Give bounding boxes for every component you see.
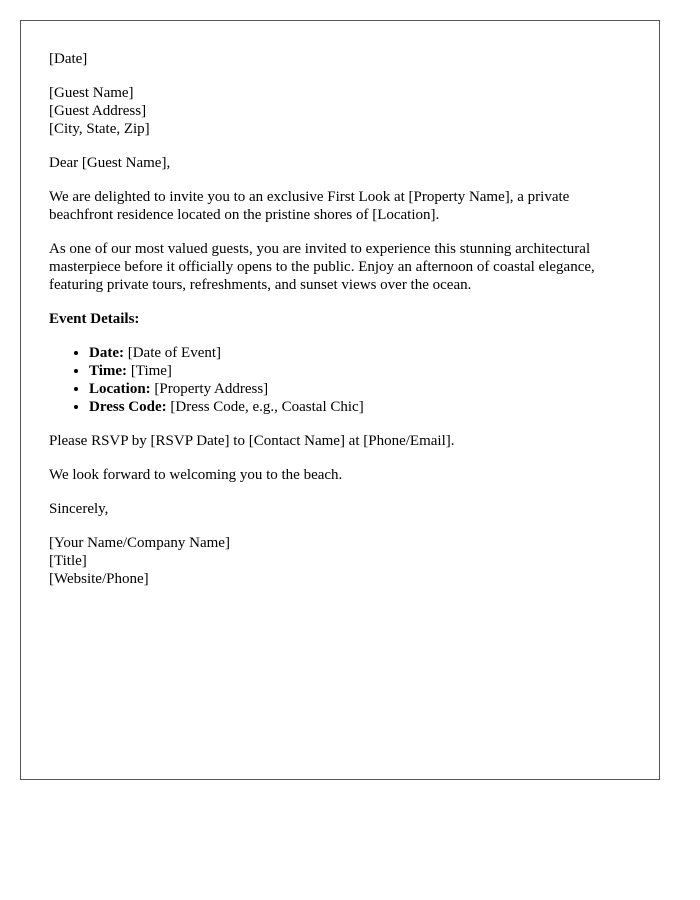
event-detail-time <box>89 362 631 380</box>
event-details-list <box>49 344 631 416</box>
event-detail-dress-code <box>89 398 631 416</box>
event-detail-date <box>89 344 631 362</box>
body-paragraph-2: As one of our most valued guests, you are invited to experience this stunning architectural masterpiece before it officially opens to the public. Enjoy an afternoon of coastal elegance, featuring private tours, refreshments, and sunset views over the ocean. <box>49 241 595 293</box>
signature-contact: [Website/Phone] <box>49 571 149 587</box>
signature-block <box>49 534 631 588</box>
event-detail-label: Dress Code: <box>89 399 167 415</box>
event-detail-label: Date: <box>89 345 124 361</box>
event-detail-label: Time: <box>89 363 128 379</box>
event-detail-value: [Dress Code, e.g., Coastal Chic] <box>166 399 364 415</box>
event-detail-location <box>89 380 631 398</box>
event-details-heading: Event Details: <box>49 311 140 327</box>
recipient-address: [Guest Address] <box>49 103 147 119</box>
letter-date: [Date] <box>49 51 88 67</box>
recipient-name: [Guest Name] <box>49 85 134 101</box>
event-detail-value: [Time] <box>127 363 172 379</box>
sign-off: Sincerely, <box>49 501 109 517</box>
salutation: Dear [Guest Name], <box>49 155 171 171</box>
signature-name: [Your Name/Company Name] <box>49 535 230 551</box>
signature-title: [Title] <box>49 553 87 569</box>
closing-line: We look forward to welcoming you to the beach. <box>49 467 343 483</box>
event-detail-value: [Date of Event] <box>123 345 222 361</box>
rsvp-line: Please RSVP by [RSVP Date] to [Contact Name] at [Phone/Email]. <box>49 433 455 449</box>
recipient-block <box>49 84 631 138</box>
event-detail-label: Location: <box>89 381 151 397</box>
body-paragraph-1: We are delighted to invite you to an exclusive First Look at [Property Name], a private beachfront residence located on the pristine shores of [Location]. <box>49 189 570 223</box>
letter-page <box>20 20 660 780</box>
recipient-city-state-zip: [City, State, Zip] <box>49 121 150 137</box>
event-detail-value: [Property Address] <box>150 381 269 397</box>
